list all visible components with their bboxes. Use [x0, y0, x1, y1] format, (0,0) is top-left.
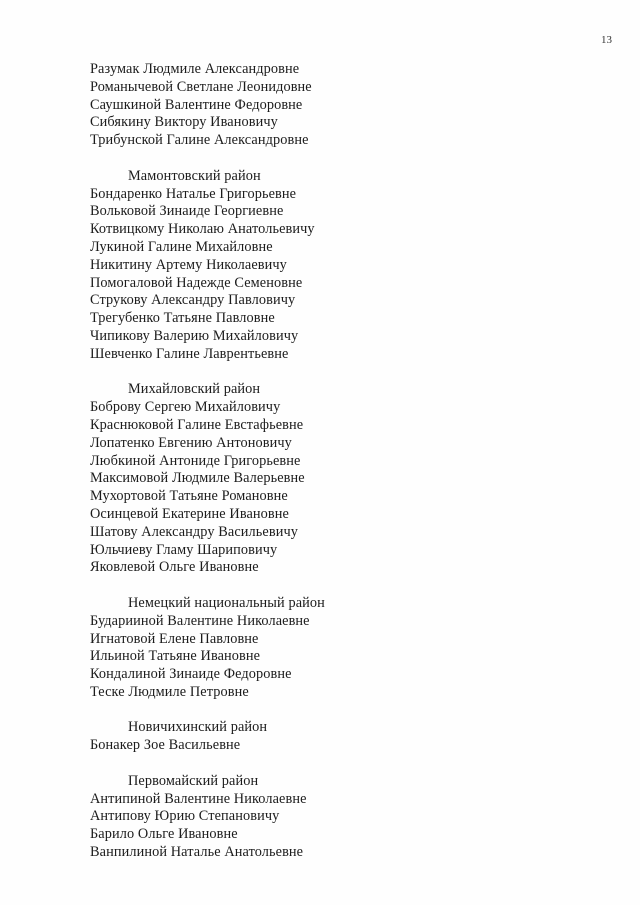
page-number: 13 [601, 34, 612, 46]
district-section [90, 773, 610, 862]
section-gap [90, 755, 610, 773]
district-section [90, 719, 610, 755]
recipient-name: Бударииной Валентине Николаевне [90, 612, 310, 629]
recipient-name: Трибунской Галине Александровне [90, 132, 309, 149]
district-section [90, 595, 610, 702]
recipient-name: Лопатенко Евгению Антоновичу [90, 434, 292, 451]
district-section [90, 61, 610, 150]
recipient-name: Игнатовой Елене Павловне [90, 630, 259, 647]
recipient-name: Котвицкому Николаю Анатольевичу [90, 221, 315, 238]
recipient-name: Шатову Александру Васильевичу [90, 523, 298, 540]
section-gap [90, 577, 610, 595]
section-gap [90, 150, 610, 168]
district-heading: Первомайский район [128, 772, 259, 789]
district-section [90, 168, 610, 364]
district-heading: Мамонтовский район [128, 167, 261, 184]
district-section [90, 381, 610, 577]
district-heading: Новичихинский район [128, 719, 268, 736]
recipient-name: Сибякину Виктору Ивановичу [90, 114, 278, 131]
recipient-name: Кондалиной Зинаиде Федоровне [90, 666, 292, 683]
recipient-name: Лукиной Галине Михайловне [90, 238, 273, 255]
recipient-name: Разумак Людмиле Александровне [90, 61, 300, 77]
recipient-name: Романычевой Светлане Леонидовне [90, 78, 312, 95]
recipient-name: Чипикову Валерию Михайловичу [90, 327, 299, 344]
recipient-name: Антипову Юрию Степановичу [90, 808, 280, 825]
recipient-name: Ванпилиной Наталье Анатольевне [90, 844, 304, 861]
recipient-name: Краснюковой Галине Евстафьевне [90, 416, 304, 433]
section-gap [90, 364, 610, 382]
section-gap [90, 702, 610, 720]
recipient-name: Боброву Сергею Михайловичу [90, 399, 281, 416]
recipient-name: Яковлевой Ольге Ивановне [90, 559, 259, 576]
recipient-name: Юльчиеву Гламу Шариповичу [90, 541, 278, 558]
recipient-name: Теске Людмиле Петровне [90, 683, 249, 700]
recipient-name: Помогаловой Надежде Семеновне [90, 274, 303, 291]
recipient-name: Никитину Артему Николаевичу [90, 256, 287, 273]
district-heading: Михайловский район [128, 381, 261, 398]
recipient-name: Мухортовой Татьяне Романовне [90, 488, 288, 505]
recipient-name: Струкову Александру Павловичу [90, 292, 296, 309]
recipient-name: Вольковой Зинаиде Георгиевне [90, 203, 284, 220]
name-list [90, 61, 610, 862]
recipient-name: Любкиной Антониде Григорьевне [90, 452, 301, 469]
district-heading: Немецкий национальный район [128, 594, 325, 611]
recipient-name: Осинцевой Екатерине Ивановне [90, 505, 289, 522]
recipient-name: Бондаренко Наталье Григорьевне [90, 185, 297, 202]
recipient-name: Максимовой Людмиле Валерьевне [90, 470, 305, 487]
recipient-name: Ильиной Татьяне Ивановне [90, 648, 261, 665]
recipient-name: Саушкиной Валентине Федоровне [90, 96, 303, 113]
recipient-name: Барило Ольге Ивановне [90, 826, 238, 843]
recipient-name: Шевченко Галине Лаврентьевне [90, 345, 289, 362]
recipient-name: Бонакер Зое Васильевне [90, 737, 241, 754]
recipient-name: Трегубенко Татьяне Павловне [90, 310, 275, 327]
recipient-name: Антипиной Валентине Николаевне [90, 790, 307, 807]
